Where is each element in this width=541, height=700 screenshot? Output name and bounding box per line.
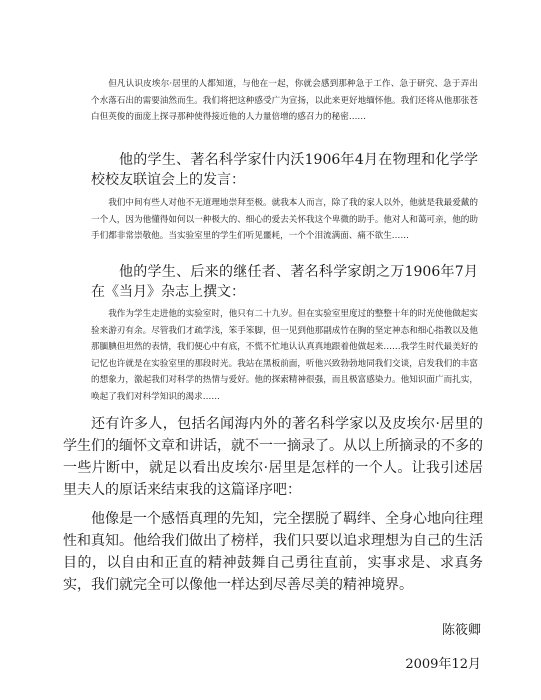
- quote-acquaintances: 但凡认识皮埃尔·居里的人都知道，与他在一起，你就会感到那种急于工作、急于研究、急于弄出个水落石出的需要油然而生。我们将把这种感受广为宣扬，以此来更好地缅怀他。我们还将从他那张苍白但英俊的面庞上探寻那种使得接近他的人力量倍增的感召力的秘密……: [91, 79, 478, 123]
- quote-langevin: 我作为学生走进他的实验室时，他只有二十九岁。但在实验室里度过的整整十年的时光使他做起实验来游刃有余。尽管我们才疏学浅，笨手笨脚，但一见到他那副成竹在胸的坚定神态和细心指教以及他那腼腆但坦然的表情，我们便心中有底，不慌不忙地认认真真地跟着他做起来……我学生时代最美好的记忆也许就是在实验室里的那段时光。我站在黑板前面，听他兴致勃勃地同我们交谈，启发我们的丰富的想象力，激起我们对科学的热情与爱好。他的探索精神很强，而且极富感染力。他知识面广而扎实，唤起了我们对科学知识的渴求……: [91, 309, 478, 402]
- heading-langevin: 他的学生、后来的继任者、著名科学家朗之万1906年7月在《当月》杂志上撰文：: [91, 264, 478, 300]
- heading-chenevier: 他的学生、著名科学家什内沃1906年4月在物理和化学学校校友联谊会上的发言：: [91, 152, 478, 188]
- signature-name: 陈筱卿: [441, 623, 481, 638]
- signature-date: 2009年12月: [405, 657, 481, 672]
- paragraph-summary: 还有许多人，包括名闻海内外的著名科学家以及皮埃尔·居里的学生们的缅怀文章和讲话，就不一一摘录了。从以上所摘录的不多的一些片断中，就足以看出皮埃尔·居里是怎样的一个人。让我引述居里夫人的原话来结束我的这篇译序吧：: [63, 416, 483, 498]
- quote-chenevier: 我们中间有些人对他不无道理地崇拜至极。就我本人而言，除了我的家人以外，他就是我最爱戴的一个人，因为他懂得如何以一种极大的、细心的爱去关怀我这个卑微的助手。他对人和蔼可亲，他的助手们都非常崇敬他。当实验室里的学生们听见噩耗，一个个泪流满面、痛不欲生……: [91, 198, 478, 242]
- paragraph-marie-curie-quote: 他像是一个感悟真理的先知，完全摆脱了羁绊、全身心地向往理性和真知。他给我们做出了榜样，我们只要以追求理想为自己的生活目的，以自由和正直的精神鼓舞自己勇往直前，实事求是、求真务实，我们就完全可以像他一样达到尽善尽美的精神境界。: [63, 511, 483, 593]
